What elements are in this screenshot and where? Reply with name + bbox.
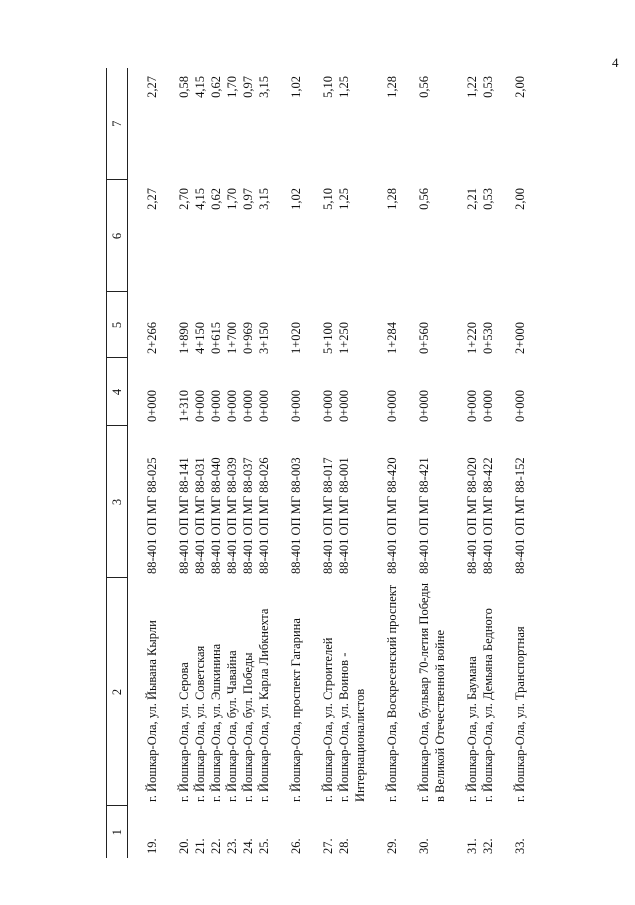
row-number: 30. <box>417 838 431 854</box>
header-row <box>107 68 128 858</box>
road-name: г. Йошкар-Ола, ул. Эшкинина <box>209 643 223 802</box>
row-number: 20. <box>177 838 191 854</box>
row-number: 32. <box>481 838 495 854</box>
length-value: 1,70 <box>225 188 239 210</box>
table-row <box>272 68 304 858</box>
road-code: 88-401 ОП МГ 88-141 <box>177 457 191 574</box>
road-name: г. Йошкар-Ола, ул. Транспортная <box>513 626 527 802</box>
road-name: г. Йошкар-Ола, ул. Строителей <box>321 637 335 802</box>
road-code: 88-401 ОП МГ 88-001 <box>337 457 351 574</box>
road-name: г. Йошкар-Ола, ул. Йывана Кырли <box>145 620 159 802</box>
table-row <box>192 68 208 858</box>
length-value: 2,70 <box>177 188 191 210</box>
end-km: 2+000 <box>513 321 527 354</box>
end-km: 0+530 <box>481 321 495 354</box>
header-cell: 4 <box>107 358 128 426</box>
row-number: 29. <box>385 838 399 854</box>
road-name: г. Йошкар-Ола, ул. Серова <box>177 662 191 802</box>
total-value: 2,27 <box>145 76 159 98</box>
total-value: 1,70 <box>225 76 239 98</box>
start-km: 0+000 <box>513 389 527 422</box>
road-name: г. Йошкар-Ола, ул. Советская <box>193 645 207 802</box>
start-km: 0+000 <box>209 389 223 422</box>
row-number: 19. <box>145 838 159 854</box>
length-value: 2,00 <box>513 188 527 210</box>
end-km: 0+615 <box>209 321 223 354</box>
start-km: 0+000 <box>465 389 479 422</box>
row-number: 24. <box>241 838 255 854</box>
road-name: г. Йошкар-Ола, Воскресенский проспект <box>385 584 399 802</box>
total-value: 1,22 <box>465 76 479 98</box>
page-number: 4 <box>612 55 619 70</box>
total-value: 3,15 <box>257 76 271 98</box>
road-code: 88-401 ОП МГ 88-421 <box>417 457 431 574</box>
road-name: г. Йошкар-Ола, бул. Победы <box>241 652 255 802</box>
row-number: 26. <box>289 838 303 854</box>
length-value: 2,27 <box>145 188 159 210</box>
road-name: г. Йошкар-Ола, ул. Воинов - Интернационалистов <box>337 652 367 802</box>
rotated-table-container <box>106 68 621 858</box>
table-row <box>480 68 496 858</box>
start-km: 0+000 <box>257 389 271 422</box>
table-row <box>304 68 336 858</box>
table-row <box>256 68 272 858</box>
total-value: 1,28 <box>385 76 399 98</box>
table-row <box>336 68 368 858</box>
table-row <box>160 68 192 858</box>
total-value: 0,56 <box>417 76 431 98</box>
road-name: г. Йошкар-Ола, проспект Гагарина <box>289 618 303 802</box>
row-number: 21. <box>193 838 207 854</box>
road-code: 88-401 ОП МГ 88-003 <box>289 457 303 574</box>
road-code: 88-401 ОП МГ 88-422 <box>481 457 495 574</box>
road-name: г. Йошкар-Ола, бул. Чавайна <box>225 650 239 802</box>
length-value: 3,15 <box>257 188 271 210</box>
start-km: 0+000 <box>289 389 303 422</box>
end-km: 4+150 <box>193 321 207 354</box>
end-km: 3+150 <box>257 321 271 354</box>
table-row <box>224 68 240 858</box>
length-value: 1,02 <box>289 188 303 210</box>
total-value: 0,97 <box>241 76 255 98</box>
length-value: 4,15 <box>193 188 207 210</box>
start-km: 0+000 <box>417 389 431 422</box>
end-km: 0+969 <box>241 321 255 354</box>
end-km: 1+284 <box>385 321 399 354</box>
road-code: 88-401 ОП МГ 88-017 <box>321 457 335 574</box>
road-code: 88-401 ОП МГ 88-037 <box>241 457 255 574</box>
road-name: г. Йошкар-Ола, ул. Демьяна Бедного <box>481 608 495 802</box>
total-value: 1,25 <box>337 76 351 98</box>
row-number: 22. <box>209 838 223 854</box>
row-number: 31. <box>465 838 479 854</box>
length-value: 5,10 <box>321 188 335 210</box>
length-value: 2,21 <box>465 188 479 210</box>
end-km: 1+020 <box>289 321 303 354</box>
table-row <box>400 68 448 858</box>
length-value: 0,56 <box>417 188 431 210</box>
road-code: 88-401 ОП МГ 88-020 <box>465 457 479 574</box>
row-number: 28. <box>337 838 351 854</box>
road-name: г. Йошкар-Ола, бульвар 70-летия Победы в Великой Отечественной войне <box>417 582 447 802</box>
table-body <box>128 68 529 858</box>
start-km: 0+000 <box>321 389 335 422</box>
length-value: 0,62 <box>209 188 223 210</box>
road-code: 88-401 ОП МГ 88-031 <box>193 457 207 574</box>
start-km: 0+000 <box>337 389 351 422</box>
length-value: 1,28 <box>385 188 399 210</box>
row-number: 33. <box>513 838 527 854</box>
total-value: 2,00 <box>513 76 527 98</box>
table-row <box>496 68 528 858</box>
road-code: 88-401 ОП МГ 88-039 <box>225 457 239 574</box>
table-row <box>448 68 480 858</box>
end-km: 1+220 <box>465 321 479 354</box>
start-km: 0+000 <box>225 389 239 422</box>
row-number: 23. <box>225 838 239 854</box>
header-cell: 5 <box>107 292 128 358</box>
header-cell: 2 <box>107 578 128 806</box>
table-row <box>368 68 400 858</box>
road-code: 88-401 ОП МГ 88-025 <box>145 457 159 574</box>
total-value: 0,53 <box>481 76 495 98</box>
total-value: 5,10 <box>321 76 335 98</box>
header-cell: 7 <box>107 68 128 180</box>
row-number: 27. <box>321 838 335 854</box>
end-km: 1+700 <box>225 321 239 354</box>
total-value: 0,58 <box>177 76 191 98</box>
start-km: 1+310 <box>177 389 191 422</box>
length-value: 0,53 <box>481 188 495 210</box>
header-cell: 3 <box>107 426 128 578</box>
road-code: 88-401 ОП МГ 88-152 <box>513 457 527 574</box>
header-cell: 1 <box>110 829 124 836</box>
end-km: 1+250 <box>337 321 351 354</box>
length-value: 0,97 <box>241 188 255 210</box>
table-row <box>128 68 161 858</box>
table-row <box>208 68 224 858</box>
end-km: 2+266 <box>145 321 159 354</box>
total-value: 0,62 <box>209 76 223 98</box>
road-code: 88-401 ОП МГ 88-026 <box>257 457 271 574</box>
total-value: 1,02 <box>289 76 303 98</box>
total-value: 4,15 <box>193 76 207 98</box>
road-name: г. Йошкар-Ола, ул. Карла Либкнехта <box>257 608 271 802</box>
start-km: 0+000 <box>193 389 207 422</box>
row-number: 25. <box>257 838 271 854</box>
start-km: 0+000 <box>241 389 255 422</box>
road-name: г. Йошкар-Ола, ул. Баумана <box>465 656 479 802</box>
end-km: 0+560 <box>417 321 431 354</box>
start-km: 0+000 <box>385 389 399 422</box>
table-row <box>240 68 256 858</box>
length-value: 1,25 <box>337 188 351 210</box>
end-km: 1+890 <box>177 321 191 354</box>
roads-table <box>106 68 528 858</box>
road-code: 88-401 ОП МГ 88-420 <box>385 457 399 574</box>
start-km: 0+000 <box>145 389 159 422</box>
road-code: 88-401 ОП МГ 88-040 <box>209 457 223 574</box>
header-cell: 6 <box>107 180 128 292</box>
end-km: 5+100 <box>321 321 335 354</box>
start-km: 0+000 <box>481 389 495 422</box>
